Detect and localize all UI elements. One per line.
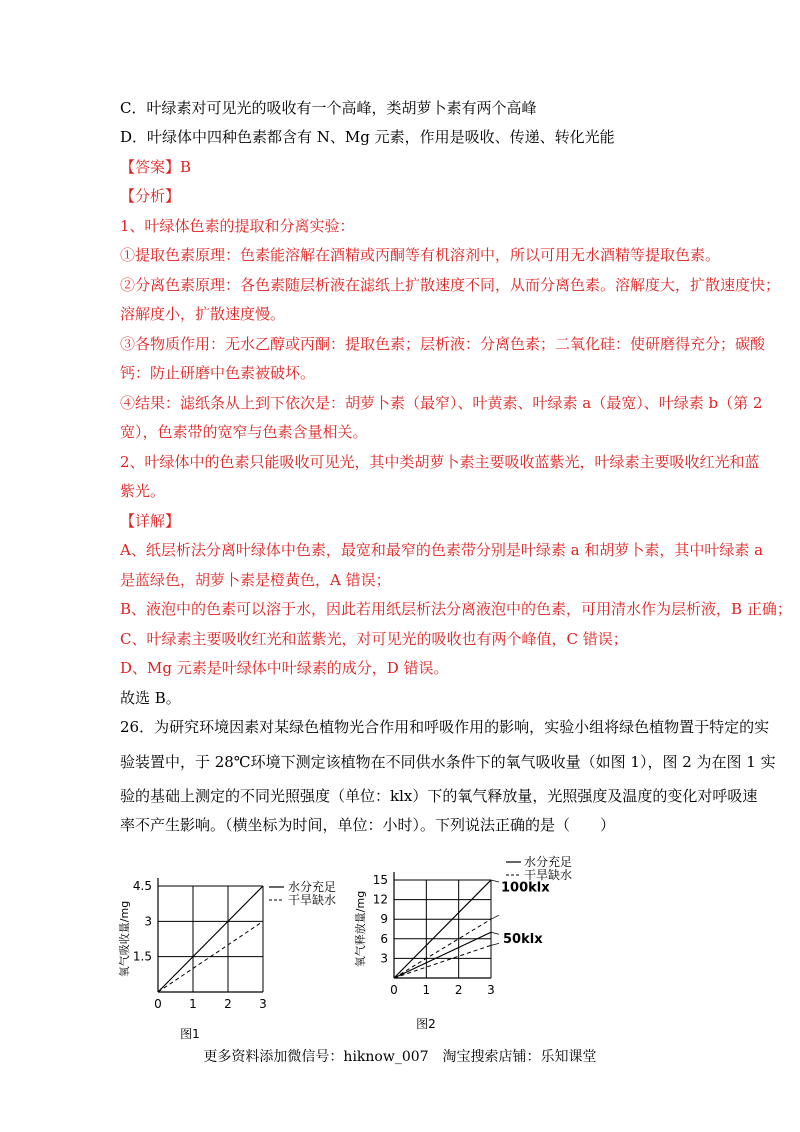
annotation-leader — [491, 943, 499, 945]
analysis-line: 1、叶绿体色素的提取和分离实验： — [120, 217, 355, 235]
y-tick-label: 15 — [372, 873, 388, 887]
detail-line: C、叶绿素主要吸收红光和蓝紫光，对可见光的吸收也有两个峰值，C 错误； — [120, 630, 628, 648]
legend-label: 干旱缺水 — [288, 893, 337, 907]
figure-1-chart — [112, 862, 352, 1041]
question-line: 26．为研究环境因素对某绿色植物光合作用和呼吸作用的影响，实验小组将绿色植物置于特定的实 — [120, 718, 770, 736]
figure-caption: 图1 — [180, 1027, 200, 1041]
x-tick-label: 0 — [154, 997, 162, 1011]
annotation-label: 100klx — [501, 880, 550, 896]
y-tick-label: 9 — [380, 912, 388, 927]
figure-2-chart — [356, 852, 586, 1032]
analysis-line: 2、叶绿体中的色素只能吸收可见光，其中类胡萝卜素主要吸收蓝紫光，叶绿素主要吸收红光和蓝 — [120, 453, 760, 471]
annotation-leader — [491, 880, 499, 882]
detail-line: A、纸层析法分离叶绿体中色素，最宽和最窄的色素带分别是叶绿素 a 和胡萝卜素，其中叶绿素 a — [120, 541, 764, 559]
y-tick-label: 1.5 — [132, 949, 152, 964]
x-tick-label: 2 — [454, 983, 463, 997]
y-tick-label: 3 — [144, 914, 152, 929]
analysis-line: 溶解度小，扩散速度慢。 — [120, 305, 286, 323]
analysis-line: ②分离色素原理：各色素随层析液在滤纸上扩散速度不同，从而分离色素。溶解度大，扩散速度快； — [120, 276, 781, 294]
y-tick-label: 3 — [380, 951, 388, 966]
legend-label: 干旱缺水 — [524, 868, 573, 882]
analysis-line: ①提取色素原理：色素能溶解在酒精或丙酮等有机溶剂中，所以可用无水酒精等提取色素。 — [120, 246, 721, 264]
x-tick-label: 0 — [390, 983, 398, 997]
analysis-heading: 【分析】 — [120, 187, 181, 205]
answer: 【答案】B — [120, 158, 192, 176]
annotation-leader — [491, 915, 499, 919]
figure-caption: 图2 — [416, 1017, 436, 1031]
detail-line: B、液泡中的色素可以溶于水，因此若用纸层析法分离液泡中的色素，可用清水作为层析液，B 正确； — [120, 600, 792, 618]
analysis-line: 紫光。 — [120, 482, 166, 500]
series-line — [158, 886, 263, 992]
question-line: 验装置中，于 28℃环境下测定该植物在不同供水条件下的氧气吸收量（如图 1），图 2 为在图 1 实 — [120, 753, 776, 771]
analysis-line: 宽），色素带的宽窄与色素含量相关。 — [120, 423, 368, 441]
option-d: D．叶绿体中四种色素都含有 N、Mg 元素，作用是吸收、传递、转化光能 — [120, 128, 615, 146]
y-axis-label: 氧气释放量/mg — [354, 890, 367, 968]
question-line: 率不产生影响。（横坐标为时间，单位：小时）。下列说法正确的是（ ） — [120, 816, 616, 834]
series-line — [394, 919, 491, 978]
detail-line: D、Mg 元素是叶绿体中叶绿素的成分，D 错误。 — [120, 659, 449, 677]
series-line — [394, 945, 491, 978]
legend-label: 水分充足 — [524, 855, 573, 869]
x-tick-label: 3 — [487, 983, 495, 997]
detail-heading: 【详解】 — [120, 512, 181, 530]
x-tick-label: 2 — [224, 997, 232, 1011]
analysis-line: 钙：防止研磨中色素被破坏。 — [120, 364, 316, 382]
y-tick-label: 6 — [380, 931, 388, 946]
x-tick-label: 1 — [189, 997, 197, 1011]
x-tick-label: 3 — [259, 997, 267, 1011]
footer: 更多资料添加微信号：hiknow_007 淘宝搜索店铺：乐知课堂 — [203, 1049, 597, 1065]
analysis-line: ④结果：滤纸条从上到下依次是：胡萝卜素（最窄）、叶黄素、叶绿素 a（最宽）、叶绿素 b（第 2 — [120, 394, 763, 412]
y-tick-label: 12 — [372, 892, 388, 907]
annotation-leader — [491, 932, 499, 934]
series-line — [394, 880, 491, 978]
y-tick-label: 4.5 — [132, 879, 152, 893]
annotation-label: 50klx — [503, 931, 543, 947]
detail-line: 是蓝绿色，胡萝卜素是橙黄色，A 错误； — [120, 571, 391, 589]
option-c: C．叶绿素对可见光的吸收有一个高峰，类胡萝卜素有两个高峰 — [120, 99, 537, 117]
legend-label: 水分充足 — [288, 880, 337, 894]
question-line: 验的基础上测定的不同光照强度（单位：klx）下的氧气释放量，光照强度及温度的变化对呼吸速 — [120, 787, 758, 805]
x-tick-label: 1 — [422, 983, 431, 997]
conclusion: 故选 B。 — [120, 689, 181, 707]
y-axis-label: 氧气吸收量/mg — [118, 900, 131, 978]
analysis-line: ③各物质作用：无水乙醇或丙酮：提取色素；层析液：分离色素；二氧化硅：使研磨得充分；碳酸 — [120, 335, 766, 353]
